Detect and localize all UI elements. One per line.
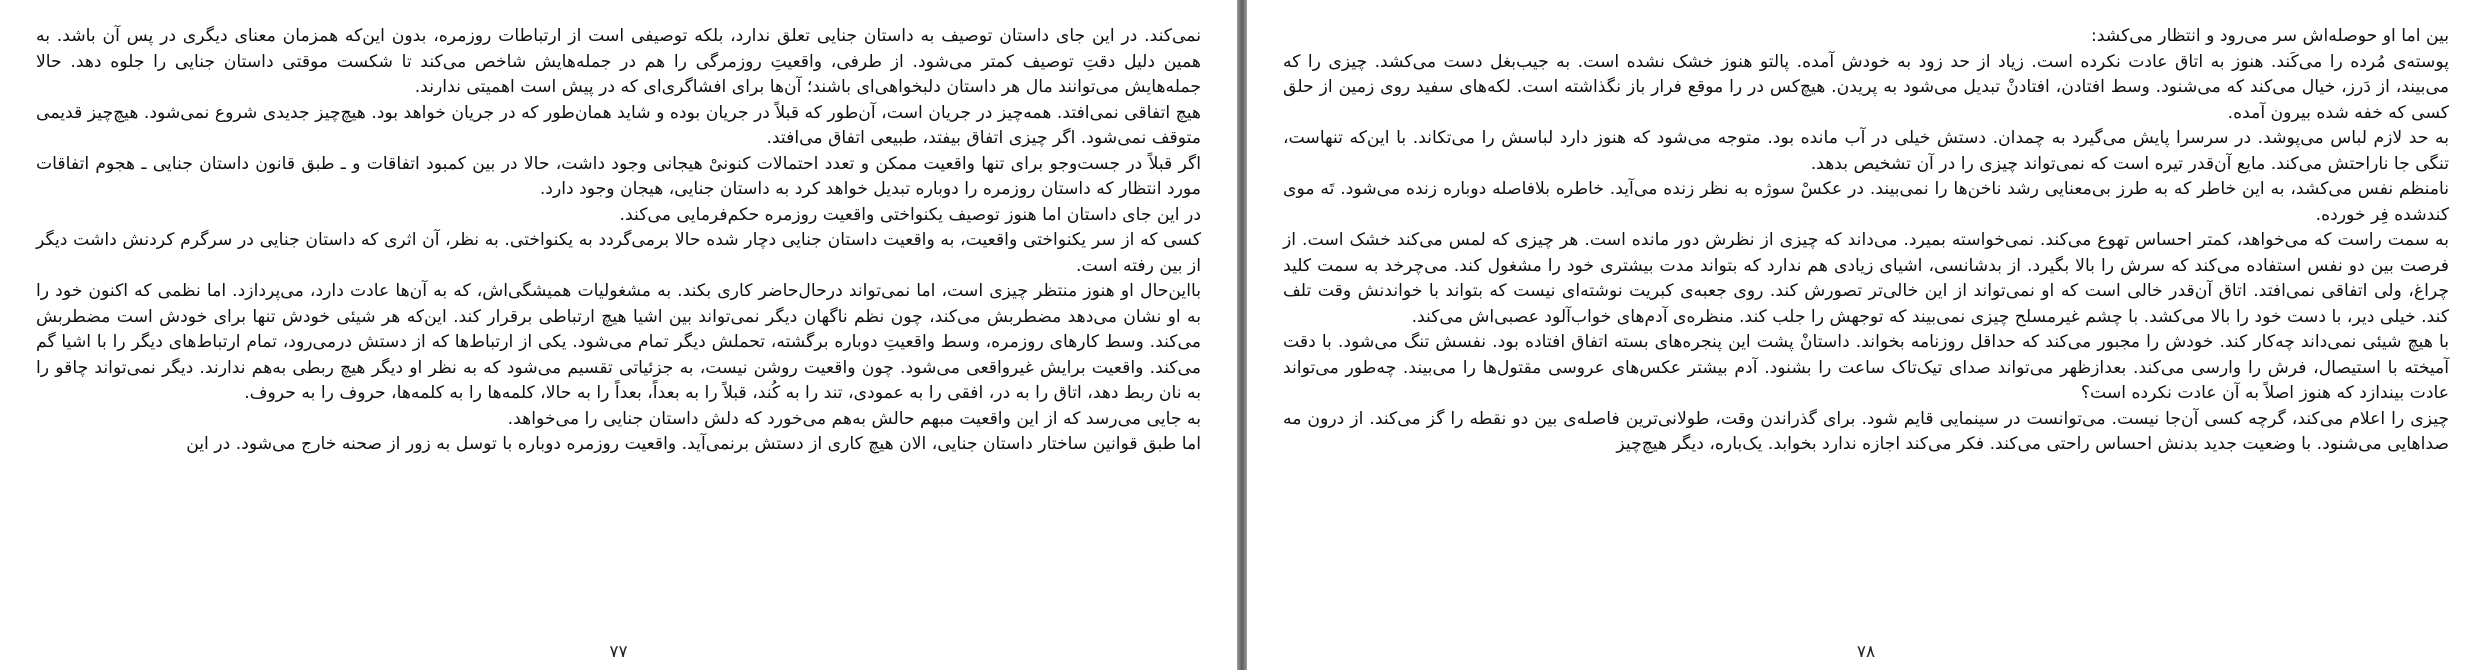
page-number-left: ۷۷ <box>609 642 628 662</box>
paragraph: بااین‌حال او هنوز منتظر چیزی است، اما نمی‌تواند درحال‌حاضر کاری بکند. به مشغولیات همیشگی‌اش، که به آن‌ها عادت دارد، می‌پردازد. اما نظمی که اکنون خود را به او نشان می‌دهد مضطربش می‌کند، چون نظم ناگهان دیگر نمی‌تواند بین اشیا هیچ ارتباطی برقرار کند. این‌که هر شیئی خودش تنها برای خودش است مضطربش می‌کند. وسط کارهای روزمره، وسط واقعیتِ دوباره برگشته، تحملش دیگر تمام می‌شود. یکی از ارتباط‌ها که از دستش درمی‌رود، تمام ارتباط‌های دیگر را با اشیا گم می‌کند. واقعیت برایش غیرواقعی می‌شود. چون واقعیت روشن نیست، به جزئیاتی تقسیم می‌شود که به نظر او دیگر هیچ ربطی به‌هم ندارند. دیگر نمی‌تواند چاقو را به نان ربط دهد، اتاق را به در، افقی را به عمودی، تند را به کُند، قبلاً را به بعداً، بعداً را به حالا، کلمه‌ها را به کلمه‌ها، حروف را به حروف. <box>36 281 1201 403</box>
paragraph: بین اما او حوصله‌اش سر می‌رود و انتظار می‌کشد: <box>2090 26 2449 46</box>
left-page-text <box>36 24 1201 458</box>
right-page-text <box>1283 24 2449 458</box>
paragraph: نامنظم نفس می‌کشد، به این خاطر که به طرز بی‌معنایی رشد ناخن‌ها را نمی‌بیند. در عکسْ سوژه به نظر زنده می‌آید. خاطره بلافاصله دوباره زنده می‌شود. تَه موی کندشده فِر خورده. <box>1283 179 2449 225</box>
paragraph: در این جای داستان اما هنوز توصیف یکنواختی واقعیت روزمره حکم‌فرمایی می‌کند. <box>619 204 1201 225</box>
paragraph: به سمت راست که می‌خواهد، کمتر احساس تهوع می‌کند. نمی‌خواسته بمیرد. می‌داند که چیزی از نظرش دور مانده است. هر چیزی که لمس می‌کند خشک است. از فرصت بین دو نفس استفاده می‌کند که سرش را بالا بگیرد. از بدشانسی، اشیای زیادی هم ندارد که بتواند مدت بیشتری خود را مشغول کند. می‌چرخد به سمت کلید چراغ، ولی اتفاقی نمی‌افتد. اتاق آن‌قدر خالی است که او نمی‌تواند از این خالی‌تر تصورش کند. روی جعبه‌ی کبریت نوشته‌ای نیست که بتواند با خواندنش وقت تلف کند. خیلی دیر، با دست خود را بالا می‌کشد. با چشم غیرمسلح چیزی نمی‌بیند که توجهش را جلب کند. منظره‌ی آدم‌های خواب‌آلود عصبی‌اش می‌کند. <box>1283 230 2449 327</box>
paragraph: نمی‌کند. در این جای داستان توصیف به داستان جنایی تعلق ندارد، بلکه توصیفی است از ارتباطات روزمره، بدون این‌که همزمان معنای دیگری در پس آن باشد. به همین دلیل دقتِ توصیف کمتر می‌شود. از طرفی، واقعیتِ روزمرگی را هم در جمله‌هایش شاخص می‌کند تا شکست موقتی داستان جنایی را جلوه دهد. حالا جمله‌هایش می‌توانند مال هر داستان دلبخواهی‌ای باشند؛ آن‌ها برای افشاگری‌ای که در پیش است اهمیتی ندارند. <box>36 26 1201 97</box>
paragraph: اما طبق قوانین ساختار داستان جنایی، الان هیچ کاری از دستش برنمی‌آید. واقعیت روزمره دوباره با توسل به زور از صحنه خارج می‌شود. در این <box>186 434 1201 454</box>
paragraph: به حد لازم لباس می‌پوشد. در سرسرا پایش می‌گیرد به چمدان. دستش خیلی در آب مانده بود. متوجه می‌شود که هنوز دارد لباسش را می‌تکاند. با این‌که تنهاست، تنگی جا ناراحتش می‌کند. مایع آن‌قدر تیره است که نمی‌تواند چیزی را در آن تشخیص بدهد. <box>1283 128 2449 174</box>
left-page <box>0 0 1237 670</box>
paragraph: اگر قبلاً در جست‌وجو برای تنها واقعیت ممکن و تعدد احتمالات کنونیْ هیجانی وجود داشت، حالا در بین کمبود اتفاقات و ـ طبق قانون داستان جنایی ـ هجوم اتفاقات مورد انتظار که داستان روزمره را دوباره تبدیل خواهد کرد به داستان جنایی، هیجان وجود دارد. <box>36 153 1201 199</box>
paragraph: با هیچ شیئی نمی‌داند چه‌کار کند. خودش را مجبور می‌کند که حداقل روزنامه بخواند. داستانْ پشت این پنجره‌های بسته اتفاق افتاده بود. نفسش تنگ می‌شود. با دقت آمیخته با استیصال، فرش را وارسی می‌کند. بعدازظهر می‌تواند صدای تیک‌تاک ساعت را بشنود. آدم بیشتر عکس‌های عروسی مقتول‌ها را می‌بیند. چه‌طور می‌تواند عادت بیندازد که هنوز اصلاً به آن عادت نکرده است؟ <box>1283 332 2449 403</box>
right-page <box>1247 0 2485 670</box>
paragraph: چیزی را اعلام می‌کند، گرچه کسی آن‌جا نیست. می‌توانست در سینمایی قایم شود. برای گذراندن وقت، طولانی‌ترین فاصله‌ی بین دو نقطه را گز می‌کند. از درون مه صداهایی می‌شنود. با وضعیت جدید بدنش احساس راحتی می‌کند. فکر می‌کند اجازه ندارد بخوابد. یک‌باره، دیگر هیچ‌چیز <box>1283 408 2449 454</box>
paragraph: کسی که از سر یکنواختی واقعیت، به واقعیت داستان جنایی دچار شده حالا برمی‌گردد به یکنواختی. به نظر، آن اثری که داستان جنایی در سرگرم کردنش داشت دیگر از بین رفته است. <box>36 230 1201 276</box>
page-number-right: ۷۸ <box>1856 642 1876 662</box>
paragraph: هیچ اتفاقی نمی‌افتد. همه‌چیز در جریان است، آن‌طور که قبلاً در جریان بوده و شاید همان‌طور که در جریان خواهد بود. هیچ‌چیز جدیدی شروع نمی‌شود. هیچ‌چیز قدیمی متوقف نمی‌شود. اگر چیزی اتفاق بیفتد، طبیعی اتفاق می‌افتد. <box>36 102 1201 148</box>
paragraph: به جایی می‌رسد که از این واقعیت مبهم حالش به‌هم می‌خورد که دلش داستان جنایی را می‌خواهد. <box>507 408 1201 429</box>
book-gutter <box>1237 0 1247 670</box>
paragraph: پوسته‌ی مُرده را می‌کَند. هنوز به اتاق عادت نکرده است. زیاد از حد زود به خودش آمده. پالتو هنوز خشک نشده است. به جیب‌بغل دست می‌کشد. چیزی را که می‌بیند، از دَرز، خیال می‌کند که می‌شنود. وسط افتادن، افتادنْ تبدیل می‌شود به پریدن. هیچ‌کس در را موقع فرار باز نگذاشته است. لکه‌های سفید روی زمین از حلق کسی که خفه شده بیرون آمده. <box>1283 51 2449 123</box>
